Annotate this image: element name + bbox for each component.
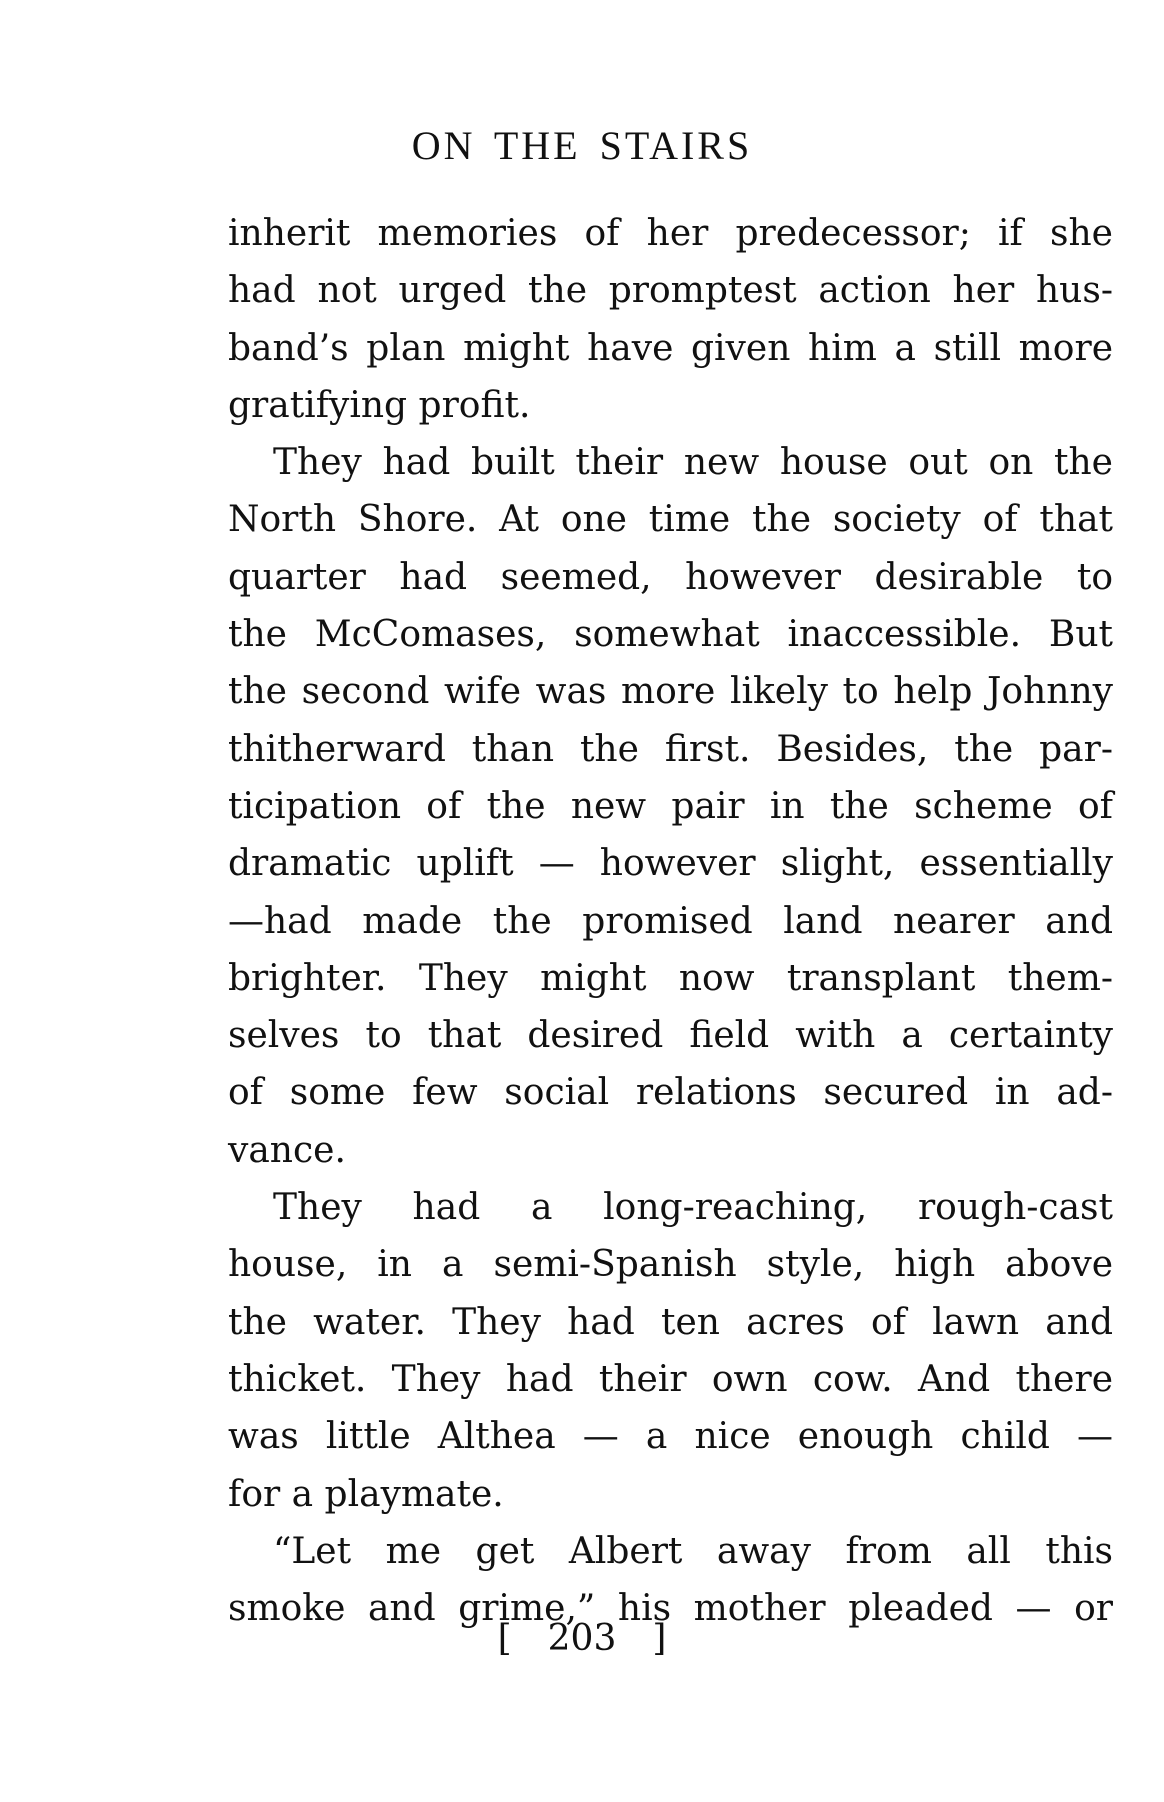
- text-line: gratifying profit.: [228, 384, 531, 426]
- folio-close-bracket: ]: [652, 1618, 667, 1659]
- text-line: North Shore. At one time the society of that: [228, 499, 1113, 541]
- text-line: thicket. They had their own cow. And there: [228, 1358, 1113, 1400]
- text-line: of some few social relations secured in ad-: [228, 1072, 1113, 1114]
- text-line: smoke and grime,” his mother pleaded — or: [228, 1588, 1113, 1630]
- text-line: the McComases, somewhat inaccessible. But: [228, 614, 1113, 656]
- text-line: the second wife was more likely to help Johnny: [228, 671, 1113, 713]
- text-line: for a playmate.: [228, 1473, 504, 1515]
- text-line: quarter had seemed, however desirable to: [228, 556, 1113, 598]
- text-line: inherit memories of her predecessor; if she: [228, 213, 1113, 254]
- folio-open-bracket: [: [497, 1618, 512, 1659]
- paragraph: [228, 434, 1113, 1179]
- text-line: had not urged the promptest action her hus-: [228, 270, 1113, 312]
- text-line: the water. They had ten acres of lawn and: [228, 1301, 1113, 1343]
- running-head: ON THE STAIRS: [411, 123, 753, 168]
- text-line: —had made the promised land nearer and: [228, 900, 1113, 942]
- paragraph: [228, 1179, 1113, 1523]
- text-line: house, in a semi-Spanish style, high above: [228, 1244, 1113, 1286]
- text-line: band’s plan might have given him a still more: [228, 327, 1113, 369]
- text-line: vance.: [228, 1129, 346, 1171]
- text-line: brighter. They might now transplant them-: [228, 957, 1113, 999]
- text-line: They had a long-reaching, rough-cast: [273, 1187, 1113, 1229]
- text-line: ticipation of the new pair in the scheme of: [228, 785, 1113, 827]
- folio-number: 203: [547, 1618, 617, 1659]
- body-text: [228, 205, 1113, 1637]
- text-line: They had built their new house out on the: [273, 442, 1113, 484]
- text-line: dramatic uplift — however slight, essentially: [228, 843, 1113, 885]
- text-line: selves to that desired field with a certainty: [228, 1015, 1113, 1057]
- text-line: was little Althea — a nice enough child —: [228, 1416, 1113, 1458]
- text-line: thitherward than the first. Besides, the par-: [228, 728, 1113, 770]
- text-line: “Let me get Albert away from all this: [273, 1530, 1113, 1572]
- paragraph: [228, 205, 1113, 434]
- page-number: [0, 1618, 1164, 1659]
